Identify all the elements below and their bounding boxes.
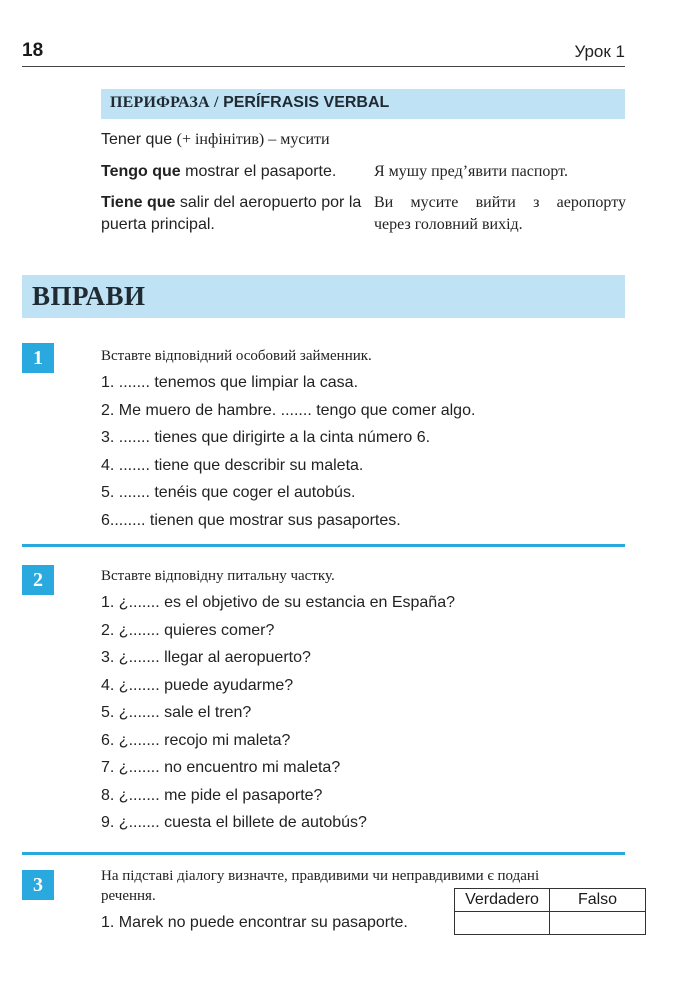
exercise-1-item: 2. Me muero de hambre. ....... tengo que comer algo.	[101, 401, 476, 419]
lesson-label: Урок 1	[574, 42, 625, 61]
periphrasis-title-uk: ПЕРИФРАЗА /	[110, 94, 219, 111]
exercise-1-item: 4. ....... tiene que describir su maleta.	[101, 456, 364, 474]
header-verdadero: Verdadero	[455, 889, 550, 912]
periphrasis-title	[110, 94, 389, 112]
header-falso: Falso	[550, 889, 646, 912]
exercise-2-item: 7. ¿....... no encuentro mi maleta?	[101, 759, 341, 776]
example-2-uk-line-2: через головний вихід.	[374, 216, 523, 233]
example-2-uk-line-1: Ви мусите вийти з аеропорту	[374, 194, 626, 211]
example-2-es-bold: Tiene que	[101, 194, 176, 211]
definition-es: Tener que	[101, 131, 173, 148]
periphrasis-title-es: PERÍFRASIS VERBAL	[223, 94, 390, 111]
example-1-es-bold: Tengo que	[101, 163, 181, 180]
exercise-1-item: 3. ....... tienes que dirigirte a la cinta número 6.	[101, 429, 431, 446]
answer-cell-verdadero[interactable]	[455, 912, 550, 935]
exercise-2-item: 4. ¿....... puede ayudarme?	[101, 676, 294, 694]
exercise-3-item: 1. Marek no puede encontrar su pasaporte.	[101, 914, 408, 931]
exercise-1-number: 1	[22, 343, 54, 373]
exercise-2-item: 1. ¿....... es el objetivo de su estancia en España?	[101, 594, 455, 611]
table-row	[455, 912, 646, 935]
exercise-3-number: 3	[22, 870, 54, 900]
exercise-2-item: 8. ¿....... me pide el pasaporte?	[101, 786, 323, 804]
exercise-2-number: 2	[22, 565, 54, 595]
exercise-2-item: 3. ¿....... llegar al aeropuerto?	[101, 649, 311, 666]
exercise-2-item: 6. ¿....... recojo mi maleta?	[101, 731, 291, 749]
example-2-es	[101, 192, 369, 236]
example-1-es-rest: mostrar el pasaporte.	[185, 163, 337, 180]
exercise-3-instruction-line-2: речення.	[101, 888, 156, 904]
true-false-table	[454, 888, 646, 935]
exercises-title: ВПРАВИ	[32, 281, 146, 311]
exercise-2-item: 9. ¿....... cuesta el billete de autobús?	[101, 814, 367, 831]
exercise-3-instruction-line-1: На підставі діалогу визначте, правдивими чи неправдивими є подані	[101, 868, 540, 884]
table-header-row	[455, 889, 646, 912]
header-rule	[22, 66, 625, 67]
definition-uk: (+ інфінітив) – мусити	[176, 131, 330, 148]
example-2-uk	[374, 192, 626, 236]
exercise-2-divider	[22, 852, 625, 855]
exercise-2-instruction: Вставте відповідну питальну частку.	[101, 568, 335, 584]
answer-cell-falso[interactable]	[550, 912, 646, 935]
exercise-1-item: 6........ tienen que mostrar sus pasaportes.	[101, 511, 401, 529]
periphrasis-definition	[101, 131, 330, 149]
exercise-1-item: 5. ....... tenéis que coger el autobús.	[101, 484, 356, 501]
exercise-3-items	[101, 912, 408, 940]
example-1-uk: Я мушу пред’явити паспорт.	[374, 163, 568, 180]
exercise-1-item: 1. ....... tenemos que limpiar la casa.	[101, 374, 359, 391]
exercise-1-instruction: Вставте відповідний особовий займенник.	[101, 348, 372, 364]
exercise-2-items	[101, 592, 455, 840]
exercise-1-divider	[22, 544, 625, 547]
example-1-es	[101, 163, 366, 181]
page-number: 18	[22, 40, 44, 61]
example-2-es-rest: salir del aeropuerto por la puerta principal.	[101, 194, 362, 233]
exercise-1-items	[101, 372, 475, 537]
exercise-2-item: 2. ¿....... quieres comer?	[101, 621, 275, 639]
exercise-2-item: 5. ¿....... sale el tren?	[101, 704, 252, 721]
